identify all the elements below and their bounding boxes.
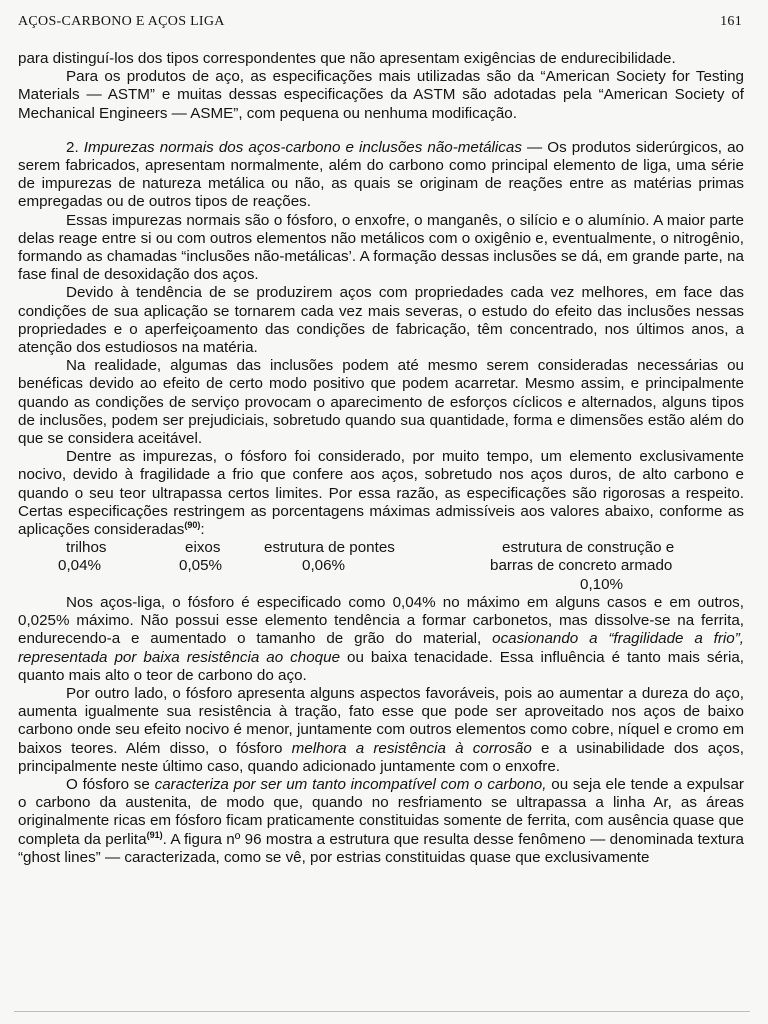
paragraph: Para os produtos de aço, as especificações mais utilizadas são da “American Society for Testing Materials — ASTM” e muitas dessas especificações da ASTM são adotadas pela “American Society of Mechanical Engineers — ASME”, com pequena ou nenhuma modificação. xyxy=(18,68,744,122)
paragraph: Na realidade, algumas das inclusões podem até mesmo serem consideradas necessárias ou benéficas devido ao efeito de certo modo positivo que podem acarretar. Mesmo assim, e principalmente quando as condições de serviço provocam o aparecimento de esforços cíclicos e alternados, alguns tipos de inclusões, podem ser prejudiciais, sobretudo quando sua quantidade, forma e dimensões estão além do que se considera aceitável. xyxy=(18,357,744,448)
section-gap xyxy=(18,123,744,139)
paragraph-text: e a usinabilidade dos aços, principalmente neste último caso, quando adicionado juntamente com o enxofre. xyxy=(18,739,744,775)
paragraph-text: . A figura nº 96 mostra a estrutura que resulta desse fenômeno — denominada textura “ghost lines” — caracterizada, como se vê, por estrias constituidas quase que exclusivamente xyxy=(18,830,744,866)
limits-value: 0,10% xyxy=(580,575,624,593)
section-title: Impurezas normais dos aços-carbono e inclusões não-metálicas xyxy=(83,138,522,156)
paragraph-text: : xyxy=(200,521,205,539)
section-paragraph xyxy=(18,139,744,212)
limits-header: estrutura de pontes xyxy=(264,539,395,557)
reference-marker: (90) xyxy=(184,520,201,531)
limits-header: barras de concreto armado xyxy=(490,557,673,575)
limits-header: estrutura de construção e xyxy=(502,539,675,557)
paragraph xyxy=(18,448,744,539)
paragraph-text: ou baixa tenacidade. Essa influência é tanto mais séria, quanto mais alto o teor de carbono do aço. xyxy=(18,648,744,684)
paragraph-text: Dentre as impurezas, o fósforo foi considerado, por muito tempo, um elemento exclusivamente nocivo, devido à fragilidade a frio que confere aos aços, sobretudo nos aços duros, de alto carbono e quando o seu teor ultrapassa certos limites. Por essa razão, as especificações são rigorosas a respeito. Certas especificações restringem as porcentagens máximas admissíveis aos valores abaixo, conforme as aplicações consideradas xyxy=(18,448,744,539)
limits-header: eixos xyxy=(185,539,221,557)
paragraph-text: — Os produtos siderúrgicos, ao serem fabricados, apresentam normalmente, além do carbono como principal elemento de liga, uma série de impurezas de natureza metálica ou não, as quais se originam de reações entre as matérias primas empregadas ou de outros tipos de reações. xyxy=(18,138,744,211)
page-number: 161 xyxy=(720,14,742,29)
reference-marker: (91) xyxy=(146,829,163,840)
running-header xyxy=(18,14,744,30)
paragraph xyxy=(18,776,744,867)
paragraph: Essas impurezas normais são o fósforo, o enxofre, o manganês, o silício e o alumínio. A maior parte delas reage entre si ou com outros elementos não metálicos com o oxigênio e, eventualmente, o nitrogênio, formando as chamadas “inclusões não-metálicas’. A formação dessas inclusões se dá, em grande parte, na fase final de desoxidação dos aços. xyxy=(18,211,744,284)
running-title: AÇOS-CARBONO E AÇOS LIGA xyxy=(18,14,225,29)
paragraph-text: Nos aços-liga, o fósforo é especificado como 0,04% no máximo em alguns casos e em outros, 0,025% máximo. Não possui esse elemento tendência a formar carbonetos, mas dissolve-se na ferrita, endurecendo-a e aumentado o tamanho de grão do material, xyxy=(18,593,744,648)
emphasis: caracteriza por ser um tanto incompatível com o carbono, xyxy=(149,775,547,793)
paragraph-text: Por outro lado, o fósforo apresenta alguns aspectos favoráveis, pois ao aumentar a dureza do aço, aumenta igualmente sua resistência à tração, fato esse que pode ser aproveitado nos aços de baixo carbono onde seu efeito nocivo é menor, juntamente com outros elementos como cobre, níquel e cromo em baixos teores. Além disso, o fósforo xyxy=(18,684,744,757)
limits-value: 0,05% xyxy=(179,557,223,575)
section-number: 2. xyxy=(66,138,79,156)
paragraph-text: ou seja ele tende a expulsar o carbono da austenita, de modo que, quando no resfriamento se ultrapassa a linha Ar, as áreas originalmente ricas em fósforo ficam praticamente constituidas somente de ferrita, com ausência quase que completa da perlita xyxy=(18,775,744,848)
emphasis: ocasionando a “fragilidade a frio”, representada por baixa resistência ao choque xyxy=(18,630,744,666)
paragraph-text: O fósforo se xyxy=(66,775,150,793)
emphasis: melhora a resistência à corrosão xyxy=(282,739,532,757)
phosphorus-limits-table xyxy=(58,539,744,594)
paragraph xyxy=(18,594,744,685)
paragraph: para distinguí-los dos tipos correspondentes que não apresentam exigências de endurecibilidade. xyxy=(18,50,676,67)
body-text xyxy=(18,50,744,867)
paragraph xyxy=(18,685,744,776)
limits-value: 0,06% xyxy=(302,557,346,575)
bottom-edge xyxy=(14,1011,750,1012)
paragraph: Devido à tendência de se produzirem aços com propriedades cada vez melhores, em face das condições de sua aplicação se tornarem cada vez mais severas, o estudo do efeito das inclusões nessas propriedades e o aperfeiçoamento das condições de fabricação, têm concentrado, nos últimos anos, a atenção dos estudiosos na matéria. xyxy=(18,284,744,357)
limits-header: trilhos xyxy=(66,539,107,557)
limits-value: 0,04% xyxy=(58,557,102,575)
